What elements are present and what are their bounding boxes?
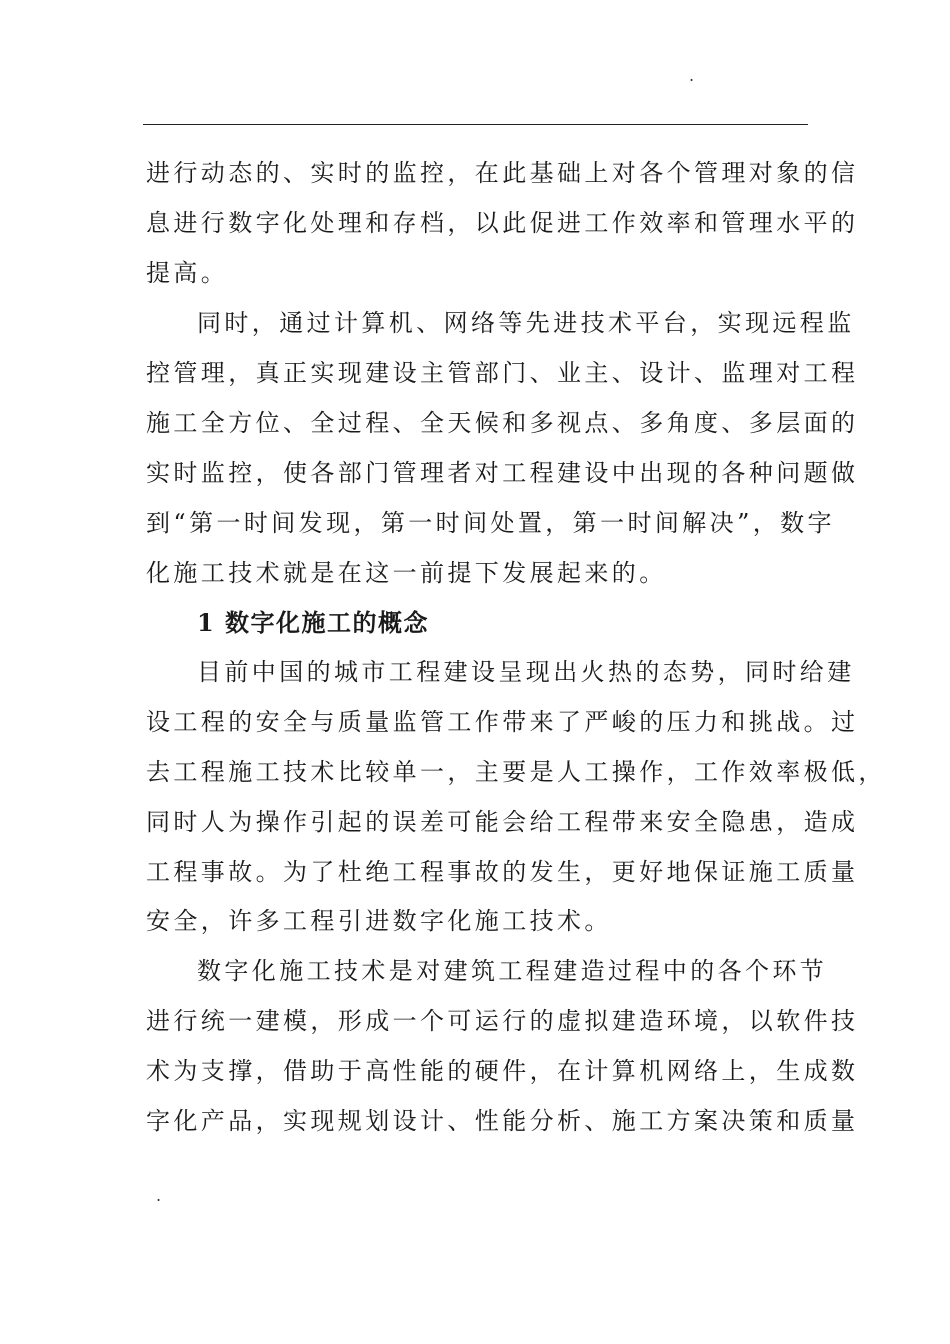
body-line: 实时监控，使各部门管理者对工程建设中出现的各种问题做 [146, 459, 859, 487]
body-line: 数字化施工技术是对建筑工程建造过程中的各个环节 [197, 957, 828, 985]
header-mark: . [689, 66, 695, 85]
section-heading: 1 数字化施工的概念 [197, 608, 430, 637]
body-line: 施工全方位、全过程、全天候和多视点、多角度、多层面的 [146, 409, 859, 437]
body-line: 安全，许多工程引进数字化施工技术。 [146, 907, 612, 935]
body-line: 同时人为操作引起的误差可能会给工程带来安全隐患，造成 [146, 808, 859, 836]
body-line: 去工程施工技术比较单一，主要是人工操作，工作效率极低， [146, 758, 886, 786]
footer-mark: . [156, 1186, 162, 1205]
body-line: 设工程的安全与质量监管工作带来了严峻的压力和挑战。过 [146, 708, 859, 736]
body-line: 术为支撑，借助于高性能的硬件，在计算机网络上，生成数 [146, 1057, 859, 1085]
body-line: 进行动态的、实时的监控，在此基础上对各个管理对象的信 [146, 159, 859, 187]
body-line: 控管理，真正实现建设主管部门、业主、设计、监理对工程 [146, 359, 859, 387]
header-rule [143, 124, 808, 125]
body-line: 到“第一时间发现，第一时间处置，第一时间解决”，数字 [146, 509, 835, 537]
body-line: 同时，通过计算机、网络等先进技术平台，实现远程监 [197, 309, 855, 337]
body-line: 化施工技术就是在这一前提下发展起来的。 [146, 559, 667, 587]
body-line: 息进行数字化处理和存档，以此促进工作效率和管理水平的 [146, 209, 859, 237]
body-line: 提高。 [146, 259, 229, 287]
body-line: 字化产品，实现规划设计、性能分析、施工方案决策和质量 [146, 1107, 859, 1135]
body-line: 进行统一建模，形成一个可运行的虚拟建造环境，以软件技 [146, 1007, 859, 1035]
body-line: 工程事故。为了杜绝工程事故的发生，更好地保证施工质量 [146, 858, 859, 886]
body-line: 目前中国的城市工程建设呈现出火热的态势，同时给建 [197, 658, 855, 686]
